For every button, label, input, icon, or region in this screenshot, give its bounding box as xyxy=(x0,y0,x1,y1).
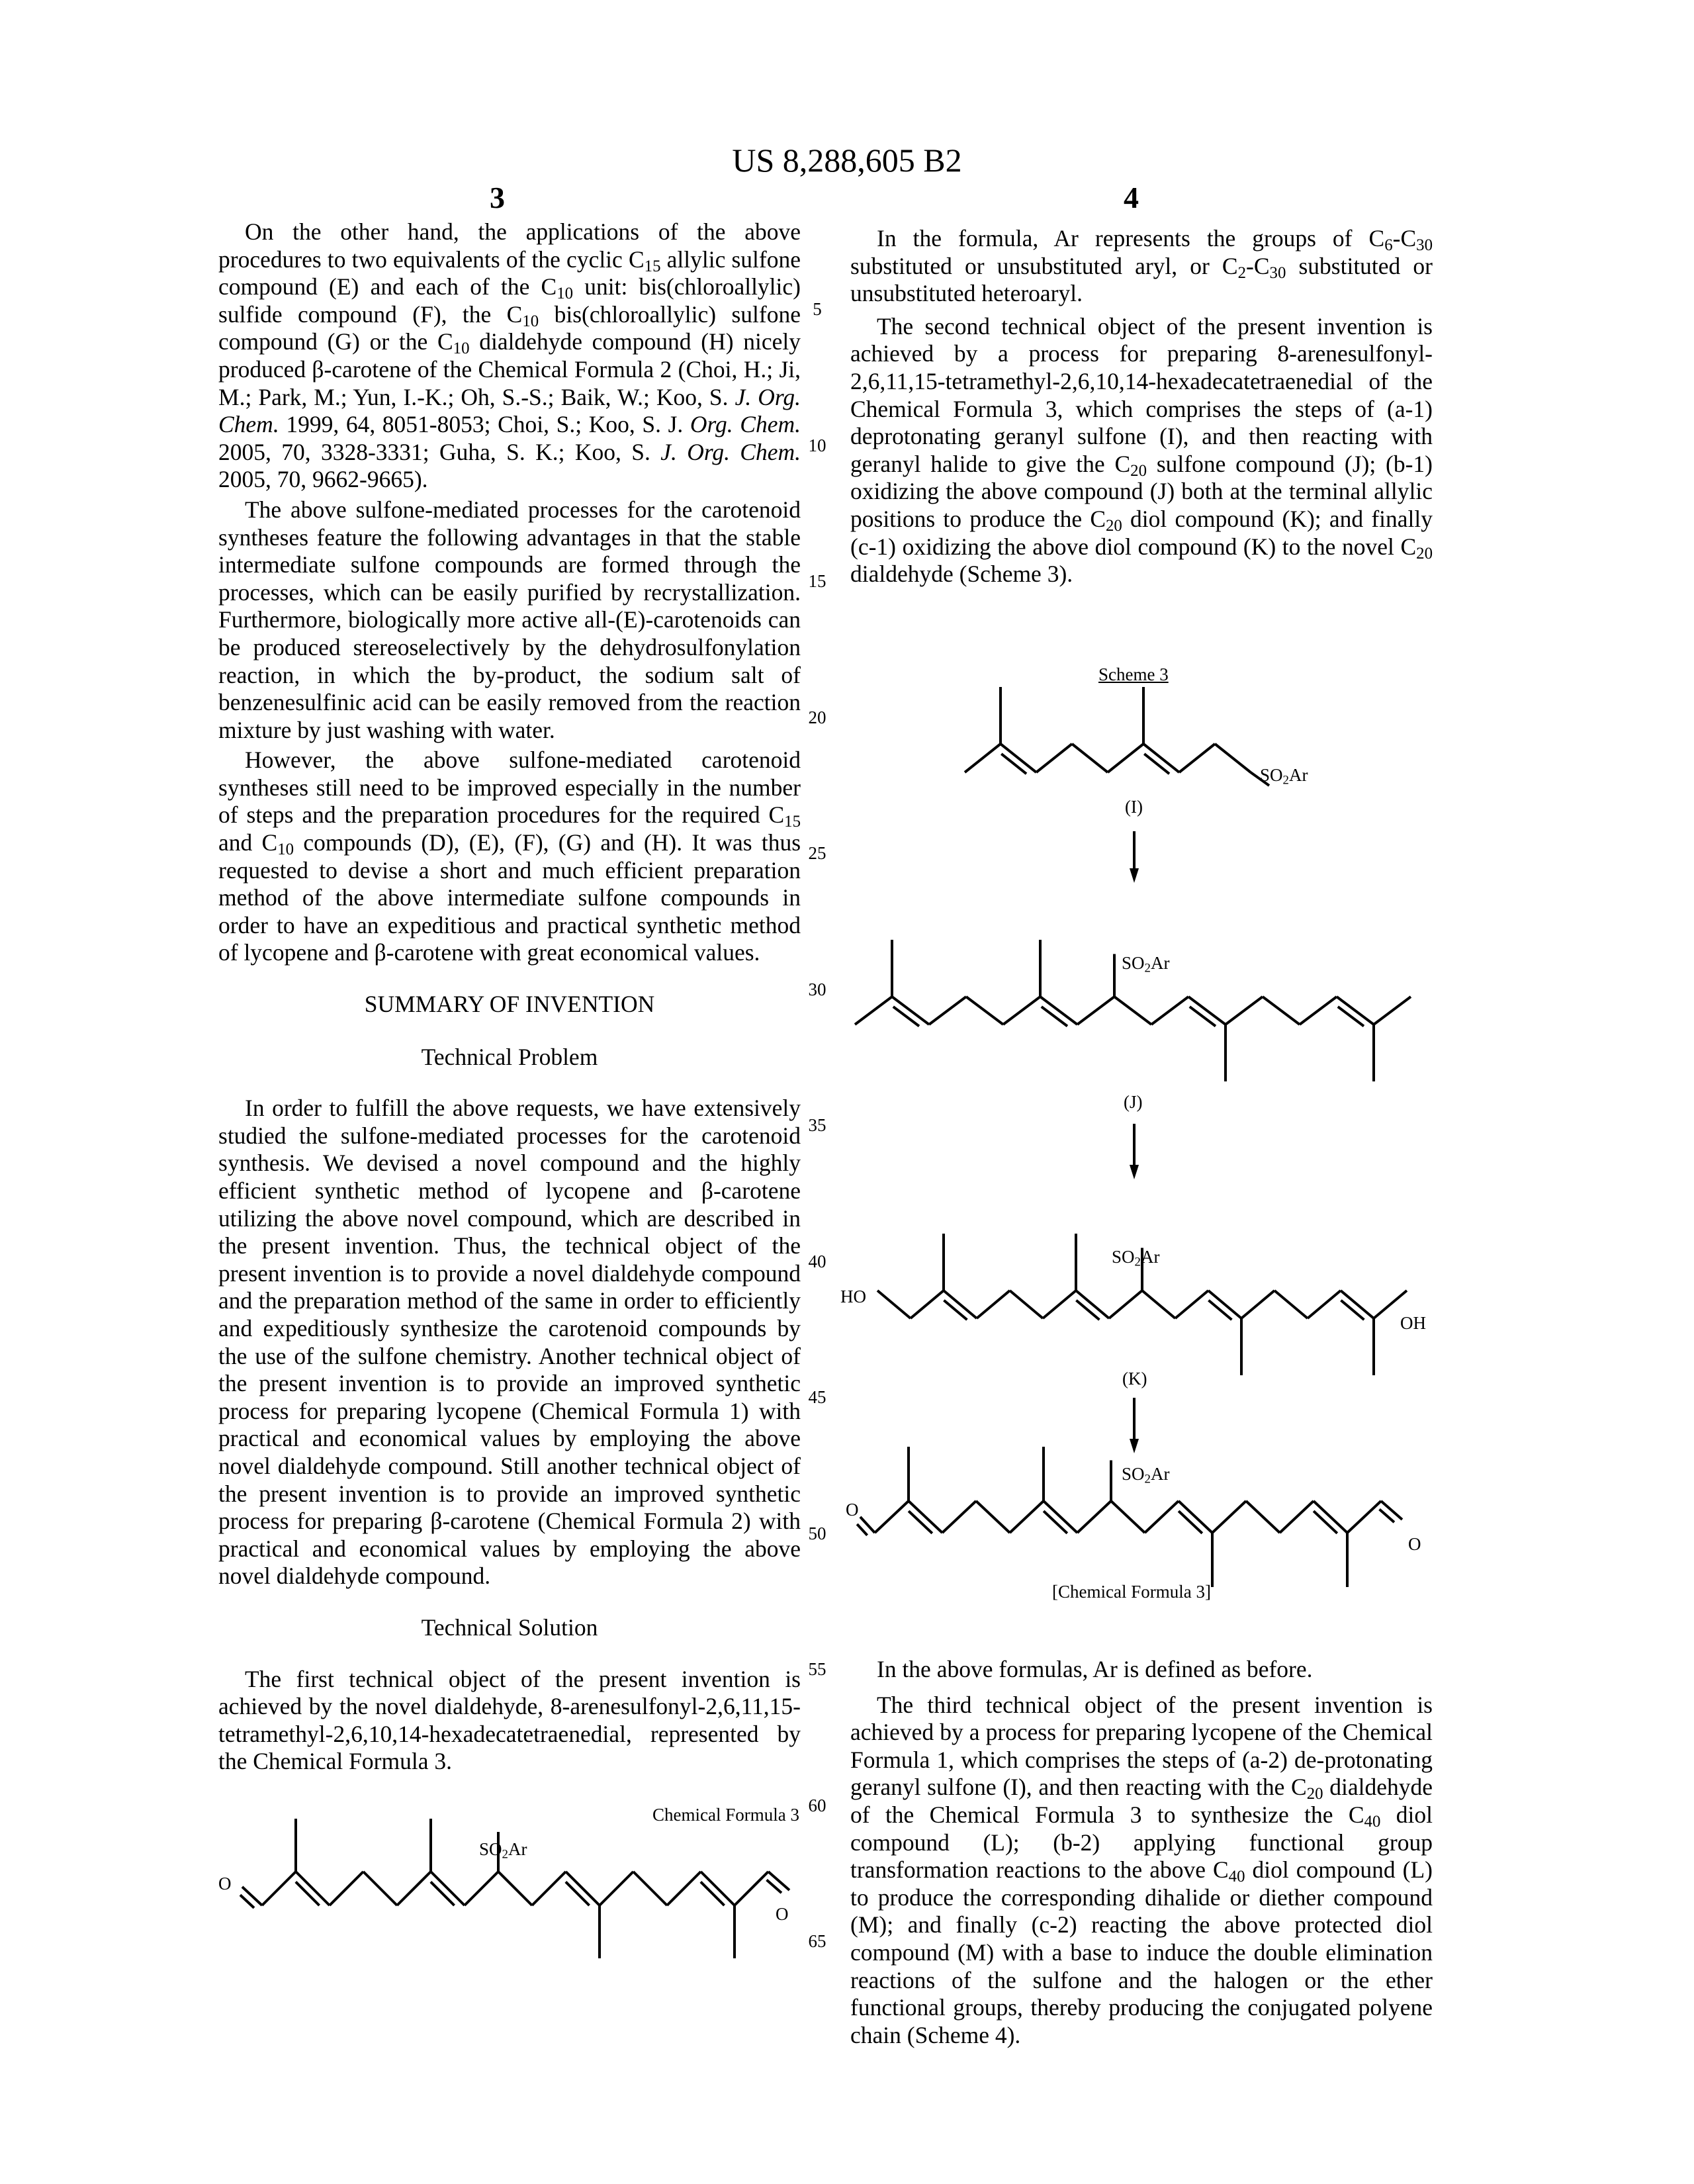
compound-i-label: (I) xyxy=(1125,797,1143,817)
line-number: 60 xyxy=(804,1796,830,1816)
double-bond xyxy=(1341,1300,1364,1320)
bond xyxy=(976,1501,1010,1533)
line-number: 25 xyxy=(804,843,830,864)
double-bond xyxy=(1381,1501,1402,1520)
double-bond xyxy=(893,1007,919,1026)
line-number: 35 xyxy=(804,1115,830,1136)
bond xyxy=(1274,1291,1308,1318)
bond xyxy=(1077,997,1114,1024)
bond xyxy=(1263,997,1300,1024)
bond xyxy=(1226,997,1263,1024)
bond xyxy=(1151,997,1188,1024)
bond xyxy=(911,1291,944,1318)
bond xyxy=(1111,1501,1145,1533)
bond xyxy=(1010,1291,1043,1318)
paragraph: On the other hand, the applications of the above procedures to two equivalents of the cyclic C15 allylic sulfone compound (E) and each of the C10 unit: bis(chloroallylic) sulfide compound (F), the C10 bis(chloroallylic) sulfone compound (G) or the C10 dialdehyde compound (H) nicely produced β-carotene of the Chemical Formula 2 (Choi, H.; Ji, M.; Park, M.; Yun, I.-K.; Oh, S.-S.; Baik, W.; Koo, S. J. Org. Chem. 1999, 64, 8051-8053; Choi, S.; Koo, S. J. Org. Chem. 2005, 70, 3328-3331; Guha, S. K.; Koo, S. J. Org. Chem. 2005, 70, 9662-9665). xyxy=(218,218,801,494)
compound-j-substituent: SO2Ar xyxy=(1122,953,1169,974)
bond xyxy=(1114,997,1151,1024)
arrow-head-icon xyxy=(1130,868,1139,883)
line-number: 20 xyxy=(804,707,830,728)
paragraph: The above sulfone-mediated processes for the carotenoid syntheses feature the following advantages in that the stable intermediate sulfone compounds are formed through the processes, which can be easily purified by recrystallization. Furthermore, biologically more active all-(E)-carotenoids can be produced stereoselectively by the dehydrosulfonylation reaction, in which the by-product, the sodium salt of benzenesulfinic acid can be easily removed from the reaction mixture by just washing with water. xyxy=(218,496,801,744)
bond xyxy=(877,1291,911,1318)
bond xyxy=(1374,1291,1407,1318)
line-number: 5 xyxy=(804,299,830,320)
compound-k-hydroxyl-right: OH xyxy=(1400,1313,1426,1334)
page-number-left: 3 xyxy=(490,181,505,214)
compound-k-hydroxyl-left: HO xyxy=(840,1287,866,1307)
formula-substituent: SO2Ar xyxy=(479,1839,527,1860)
product-substituent: SO2Ar xyxy=(1122,1464,1169,1484)
bond xyxy=(929,997,966,1024)
bond xyxy=(1077,1501,1111,1533)
product-oxygen-left: O xyxy=(846,1500,859,1520)
line-number: 30 xyxy=(804,979,830,1000)
patent-number: US 8,288,605 B2 xyxy=(0,142,1694,179)
bond xyxy=(1179,744,1215,772)
line-number: 55 xyxy=(804,1659,830,1680)
bond xyxy=(1215,744,1251,772)
paragraph: In the formula, Ar represents the groups of C6-C30 substituted or unsubstituted aryl, or C2-C30 substituted or unsubstituted heteroaryl. xyxy=(850,225,1433,308)
double-bond xyxy=(909,1511,932,1533)
formula-oxygen-left: O xyxy=(218,1874,232,1894)
formula-oxygen-right: O xyxy=(776,1904,789,1925)
chemical-structures xyxy=(0,0,1694,2184)
double-bond xyxy=(1314,1511,1337,1533)
bond xyxy=(875,1501,909,1533)
formula-caption: [Chemical Formula 3] xyxy=(1052,1582,1211,1602)
compound-i-substituent: SO2Ar xyxy=(1260,765,1308,786)
bond xyxy=(1251,772,1269,786)
bond xyxy=(855,997,892,1024)
bond xyxy=(1010,1501,1044,1533)
double-bond xyxy=(857,1524,867,1535)
bond xyxy=(1145,1501,1179,1533)
paragraph: The third technical object of the present invention is achieved by a process for preparing lycopene of the Chemical Formula 1, which comprises the steps of (a-2) de-protonating geranyl sulfone (I), and then reacting with the C20 dialdehyde of the Chemical Formula 3 to synthesize the C40 diol compound (L); (b-2) applying functional group transformation reactions to the above C40 diol compound (L) to produce the corresponding dihalide or diether compound (M); and finally (c-2) reacting the above protected diol compound (M) with a base to induce the double elimination reactions of the sulfone and the halogen or the ether functional groups, thereby producing the conjugated polyene chain (Scheme 4). xyxy=(850,1692,1433,2050)
double-bond xyxy=(1190,1007,1216,1026)
bond xyxy=(1036,744,1072,772)
line-number: 50 xyxy=(804,1524,830,1544)
compound-k-label: (K) xyxy=(1122,1369,1147,1389)
line-number: 15 xyxy=(804,571,830,592)
subsection-heading: Technical Solution xyxy=(218,1614,801,1642)
bond xyxy=(1280,1501,1314,1533)
arrow-head-icon xyxy=(1130,1165,1139,1179)
product-oxygen-right: O xyxy=(1408,1534,1421,1555)
line-number: 45 xyxy=(804,1387,830,1408)
double-bond xyxy=(1076,1300,1099,1320)
double-bond xyxy=(1208,1300,1231,1320)
double-bond xyxy=(1338,1007,1364,1026)
double-bond xyxy=(1001,754,1026,774)
double-bond xyxy=(1144,754,1169,774)
double-bond xyxy=(1042,1007,1067,1026)
paragraph: However, the above sulfone-mediated carotenoid syntheses still need to be improved especially in the number of steps and the preparation procedures for the required C15 and C10 compounds (D), (E), (F), (G) and (H). It was thus requested to devise a short and much efficient preparation method of the above intermediate sulfone compounds in order to have an expeditious and practical synthetic method of lycopene and β-carotene with great economical values. xyxy=(218,747,801,967)
paragraph: In order to fulfill the above requests, we have extensively studied the sulfone-mediated processes for the carotenoid synthesis. We devised a novel compound and the highly efficient synthetic method of lycopene and β-carotene utilizing the above novel compound, which are described in the present invention. Thus, the technical object of the present invention is to provide a novel dialdehyde compound and the preparation method of the same in order to efficiently and expeditiously synthesize the carotenoid compounds by the use of the sulfone chemistry. Another technical object of the present invention is to provide an improved synthetic process for preparing lycopene (Chemical Formula 1) with practical and economical values by employing the above novel dialdehyde compound. Still another technical object of the present invention is to provide an improved synthetic process for preparing β-carotene (Chemical Formula 2) with practical and economical values by employing the above novel dialdehyde compound. xyxy=(218,1095,801,1590)
bond xyxy=(1241,1291,1274,1318)
bond xyxy=(1212,1501,1246,1533)
paragraph: In the above formulas, Ar is defined as before. xyxy=(850,1656,1433,1684)
double-bond xyxy=(1179,1511,1202,1533)
bond xyxy=(1374,997,1411,1024)
bond xyxy=(1043,1291,1076,1318)
double-bond xyxy=(944,1300,967,1320)
subsection-heading: Technical Problem xyxy=(218,1044,801,1071)
bond xyxy=(1347,1501,1381,1533)
line-number: 65 xyxy=(804,1931,830,1952)
section-heading: SUMMARY OF INVENTION xyxy=(218,991,801,1019)
bond xyxy=(1142,1291,1175,1318)
bond xyxy=(1003,997,1040,1024)
bond xyxy=(977,1291,1010,1318)
paragraph: The second technical object of the present invention is achieved by a process for preparing 8-arenesulfonyl-2,6,11,15-tetramethyl-2,6,10,14-hexadecatetraenedial of the Chemical Formula 3, which comprises the steps of (a-1) deprotonating geranyl sulfone (I), and then reacting with geranyl halide to give the C20 sulfone compound (J); (b-1) oxidizing the above compound (J) both at the terminal allylic positions to produce the C20 diol compound (K); and finally (c-1) oxidizing the above diol compound (K) to the novel C20 dialdehyde (Scheme 3). xyxy=(850,313,1433,588)
line-number: 40 xyxy=(804,1251,830,1272)
arrow-head-icon xyxy=(1130,1439,1139,1453)
compound-j-label: (J) xyxy=(1124,1092,1143,1113)
compound-k-substituent: SO2Ar xyxy=(1112,1247,1159,1267)
bond xyxy=(1109,1291,1142,1318)
scheme-title: Scheme 3 xyxy=(1098,664,1169,685)
bond xyxy=(1175,1291,1208,1318)
bond xyxy=(965,744,1001,772)
paragraph: The first technical object of the present invention is achieved by the novel dialdehyde, 8-arenesulfonyl-2,6,11,15-tetramethyl-2,6,10,14-hexadecatetraenedial, represented by the Chemical Formula 3. xyxy=(218,1666,801,1776)
formula-caption: Chemical Formula 3 xyxy=(652,1805,799,1825)
bond xyxy=(1246,1501,1280,1533)
double-bond xyxy=(1044,1511,1067,1533)
bond xyxy=(1108,744,1143,772)
bond xyxy=(1300,997,1337,1024)
page-number-right: 4 xyxy=(1124,181,1139,214)
line-number: 10 xyxy=(804,435,830,456)
bond xyxy=(966,997,1003,1024)
bond xyxy=(1072,744,1108,772)
bond xyxy=(1308,1291,1341,1318)
bond xyxy=(942,1501,976,1533)
